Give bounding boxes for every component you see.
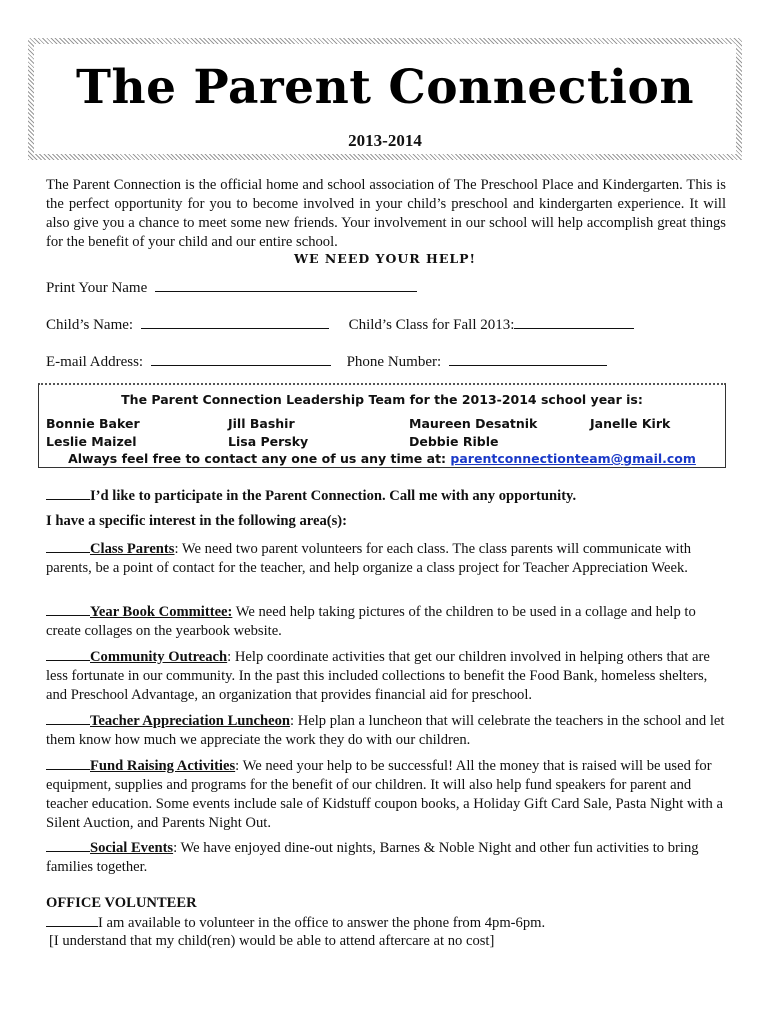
area-title: Fund Raising Activities bbox=[90, 758, 236, 774]
child-name-field[interactable] bbox=[141, 315, 329, 329]
participate-line bbox=[46, 486, 726, 506]
child-row bbox=[46, 315, 634, 334]
area-blank[interactable] bbox=[46, 539, 90, 553]
area-blank[interactable] bbox=[46, 711, 90, 725]
school-year: 2013-2014 bbox=[348, 131, 422, 150]
area-blank[interactable] bbox=[46, 838, 90, 852]
area-community-outreach: Community Outreach: Help coordinate activities that get our children involved in helping others that are less fortunate in our community. In the past this included collections to benefit the Food Bank, homeless shelters, and Preschool Advantage, an organization that provides financial aid for preschool. bbox=[46, 649, 710, 703]
area-title: Teacher Appreciation Luncheon bbox=[90, 713, 291, 729]
help-heading: WE NEED YOUR HELP! bbox=[293, 251, 477, 266]
area-class-parents: Class Parents: We need two parent volunteers for each class. The class parents will communicate with parents, be a point of contact for the teacher, and help organize a class project for Teacher Appreciation Week. bbox=[46, 541, 692, 576]
area-text: We need two parent volunteers for each class. The class parents will communicate with parents, be a point of contact for the teacher, and help organize a class project for Teacher Appreciation Week. bbox=[46, 541, 692, 576]
area-teacher-luncheon: Teacher Appreciation Luncheon: Help plan a luncheon that will celebrate the teachers in the school and let them know how much we appreciate the work they do with our children. bbox=[46, 713, 725, 748]
phone-label: Phone Number: bbox=[346, 354, 442, 370]
child-class-field[interactable] bbox=[514, 315, 634, 329]
office-text: I am available to volunteer in the office to answer the phone from 4pm-6pm. bbox=[98, 915, 546, 931]
leader-name: Bonnie Baker bbox=[46, 416, 140, 431]
contact-text: Always feel free to contact any one of us any time at: bbox=[68, 451, 447, 466]
area-blank[interactable] bbox=[46, 647, 90, 661]
participate-text: I’d like to participate in the Parent Connection. Call me with any opportunity. bbox=[90, 488, 577, 504]
contact-row bbox=[46, 352, 607, 371]
leader-name: Maureen Desatnik bbox=[409, 416, 538, 431]
header-box bbox=[28, 38, 742, 160]
area-text: We need help taking pictures of the children to be used in a collage and help to create collages on the yearbook website. bbox=[46, 604, 696, 639]
area-blank[interactable] bbox=[46, 602, 90, 616]
area-title: Community Outreach bbox=[90, 649, 228, 665]
leader-name: Jill Bashir bbox=[228, 416, 295, 431]
contact-email-link[interactable]: parentconnectionteam@gmail.com bbox=[450, 451, 696, 466]
area-text: We have enjoyed dine-out nights, Barnes & Noble Night and other fun activities to bring families together. bbox=[46, 840, 699, 875]
email-label: E-mail Address: bbox=[46, 354, 144, 370]
contact-line bbox=[39, 451, 725, 466]
area-fund-raising: Fund Raising Activities: We need your help to be successful! All the money that is raised will be used for equipment, supplies and programs for the benefit of our children. It will also help fund speakers for parent and teacher education. Some events include sale of Kidstuff coupon books, a Holiday Gift Card Sale, Pasta Night with a Silent Auction, and Parents Night Out. bbox=[46, 758, 723, 831]
area-blank[interactable] bbox=[46, 756, 90, 770]
leader-name: Lisa Persky bbox=[228, 434, 309, 449]
page-title: The Parent Connection bbox=[75, 60, 695, 115]
office-note: [I understand that my child(ren) would be able to attend aftercare at no cost] bbox=[49, 933, 495, 949]
area-title: Social Events bbox=[90, 840, 174, 856]
intro-paragraph: The Parent Connection is the official home and school association of The Preschool Place and Kindergarten. This is the perfect opportunity for you to become involved in your child’s preschool and kindergarten experience. It will also give you a chance to meet some new friends. Your involvement in our school will help accomplish great things for the benefit of your child and our entire school. bbox=[46, 177, 726, 250]
area-title: Year Book Committee: bbox=[90, 604, 233, 620]
leader-name: Leslie Maizel bbox=[46, 434, 137, 449]
area-text: Help coordinate activities that get our children involved in helping others that are less fortunate in our community. In the past this included collections to benefit the Food Bank, homeless shelters, and Preschool Advantage, an organization that provides financial aid for preschool. bbox=[46, 649, 710, 703]
area-social-events: Social Events: We have enjoyed dine-out nights, Barnes & Noble Night and other fun activities to bring families together. bbox=[46, 840, 699, 875]
area-text: We need your help to be successful! All the money that is raised will be used for equipment, supplies and programs for the benefit of our children. It will also help fund speakers for parent and teacher education. Some events include sale of Kidstuff coupon books, a Holiday Gift Card Sale, Pasta Night with a Silent Auction, and Parents Night Out. bbox=[46, 758, 723, 831]
name-label: Print Your Name bbox=[46, 280, 148, 296]
child-name-label: Child’s Name: bbox=[46, 317, 134, 333]
phone-field[interactable] bbox=[449, 352, 607, 366]
leadership-box bbox=[38, 383, 726, 468]
area-title: Class Parents bbox=[90, 541, 175, 557]
email-field[interactable] bbox=[151, 352, 331, 366]
area-text: Help plan a luncheon that will celebrate the teachers in the school and let them know how much we appreciate the work they do with our children. bbox=[46, 713, 725, 748]
leadership-heading: The Parent Connection Leadership Team for the 2013-2014 school year is: bbox=[121, 392, 643, 407]
name-row bbox=[46, 278, 417, 297]
area-year-book bbox=[46, 602, 726, 641]
office-heading: OFFICE VOLUNTEER bbox=[46, 895, 197, 911]
leader-name: Janelle Kirk bbox=[590, 416, 671, 431]
name-field[interactable] bbox=[155, 278, 417, 292]
interest-heading: I have a specific interest in the following area(s): bbox=[46, 513, 348, 529]
child-class-label: Child’s Class for Fall 2013: bbox=[348, 317, 515, 333]
office-blank[interactable] bbox=[46, 913, 98, 927]
office-line bbox=[46, 913, 726, 933]
leader-name: Debbie Rible bbox=[409, 434, 499, 449]
participate-blank[interactable] bbox=[46, 486, 90, 500]
